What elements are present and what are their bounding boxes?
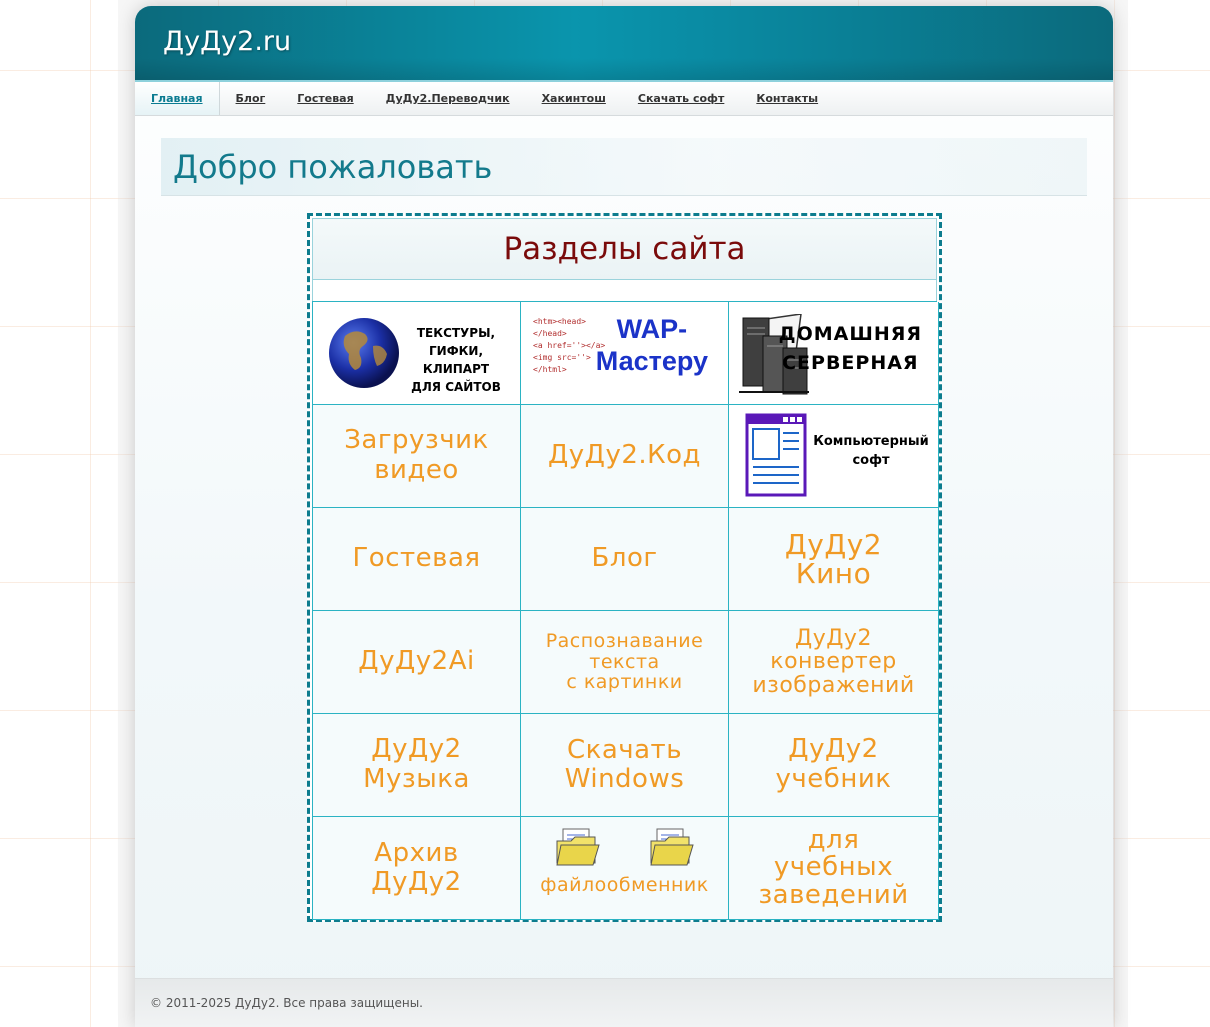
converter-label-line1: ДуДу2 xyxy=(795,626,872,652)
archive-label-line1: Архив xyxy=(374,838,459,869)
image-converter-label xyxy=(752,627,914,696)
server-label-line1: ДОМАШНЯЯ xyxy=(778,323,922,345)
textures-label xyxy=(406,324,506,396)
section-textbook[interactable] xyxy=(729,714,939,817)
wap-label-line2: Мастеру xyxy=(595,345,708,376)
wap-code-line1: <htm><head> xyxy=(533,317,586,326)
schools-label-line1: для xyxy=(807,825,860,856)
software-label-line1: Компьютерный xyxy=(813,434,929,449)
textbook-label-line2: учебник xyxy=(775,764,892,794)
guestbook-label: Гостевая xyxy=(352,543,481,574)
ocr-label-line3: с картинки xyxy=(566,671,683,694)
section-image-converter[interactable] xyxy=(729,611,939,714)
archive-label-line2: ДуДу2 xyxy=(371,867,462,897)
nav-item-translator[interactable]: ДуДу2.Переводчик xyxy=(385,92,510,105)
wap-code-snippet xyxy=(533,316,605,376)
section-fileshare[interactable] xyxy=(521,817,729,920)
wap-label-line1: WAP- xyxy=(616,314,688,344)
window-document-icon xyxy=(745,413,807,497)
folder-icon xyxy=(649,827,695,867)
video-loader-line2: видео xyxy=(374,455,459,485)
textbook-label xyxy=(776,735,892,795)
copyright-text: © 2011-2025 ДуДу2. Все права защищены. xyxy=(150,996,423,1010)
nav-item-blog[interactable]: Блог xyxy=(235,92,266,105)
video-loader-line1: Загрузчик xyxy=(344,425,489,456)
site-sections-table xyxy=(307,213,942,922)
windows-label-line1: Скачать xyxy=(566,735,683,766)
download-windows-label xyxy=(565,736,685,793)
ocr-label-line2: текста xyxy=(589,650,660,673)
wap-code-line2: </head> xyxy=(533,329,567,338)
page-container xyxy=(135,6,1113,1027)
section-ocr[interactable] xyxy=(521,611,729,714)
nav-item-hackintosh[interactable]: Хакинтош xyxy=(541,92,606,105)
schools-label-line2: учебных xyxy=(773,852,894,883)
home-server-label xyxy=(779,320,922,377)
converter-label-line3: изображений xyxy=(752,672,915,698)
site-header xyxy=(135,6,1113,80)
nav-item-contacts[interactable]: Контакты xyxy=(756,92,819,105)
converter-label-line2: конвертер xyxy=(770,649,897,675)
blog-label: Блог xyxy=(591,543,658,574)
section-cinema[interactable] xyxy=(729,508,939,611)
ocr-label xyxy=(546,631,704,694)
globe-icon xyxy=(327,316,401,390)
sections-title-text: Разделы сайта xyxy=(503,231,746,267)
wap-code-line4: <img src=''> xyxy=(533,353,591,362)
music-label-line1: ДуДу2 xyxy=(371,734,462,765)
music-label xyxy=(363,735,470,795)
section-music[interactable] xyxy=(313,714,521,817)
wap-code-line3: <a href=''></a> xyxy=(533,341,606,350)
sections-title xyxy=(312,218,937,280)
section-textures[interactable] xyxy=(313,302,521,405)
section-schools[interactable] xyxy=(729,817,939,920)
page-title: Добро пожаловать xyxy=(173,147,493,186)
software-label-line2: софт xyxy=(852,452,890,468)
computer-software-label xyxy=(812,433,930,471)
dudu2-code-label: ДуДу2.Код xyxy=(547,440,702,471)
music-label-line2: Музыка xyxy=(363,764,470,794)
section-download-windows[interactable] xyxy=(521,714,729,817)
nav-item-download-software[interactable]: Скачать софт xyxy=(637,92,725,105)
section-archive[interactable] xyxy=(313,817,521,920)
section-ai[interactable] xyxy=(313,611,521,714)
section-blog[interactable] xyxy=(521,508,729,611)
section-guestbook[interactable] xyxy=(313,508,521,611)
section-home-server[interactable] xyxy=(729,302,939,405)
schools-label-line3: заведений xyxy=(758,879,909,910)
cinema-label-line2: Кино xyxy=(795,557,872,590)
archive-label xyxy=(371,839,461,896)
textures-label-line1: ТЕКСТУРЫ, xyxy=(416,326,496,340)
server-label-line2: СЕРВЕРНАЯ xyxy=(782,351,919,374)
section-video-loader[interactable] xyxy=(313,405,521,508)
cinema-label-line1: ДуДу2 xyxy=(784,527,883,561)
nav-item-home[interactable]: Главная xyxy=(135,82,220,115)
section-computer-software[interactable] xyxy=(729,405,939,508)
video-loader-label xyxy=(344,426,488,486)
ai-label: ДуДу2Ai xyxy=(358,646,475,677)
section-wap-master[interactable] xyxy=(521,302,729,405)
folder-icon xyxy=(555,827,601,867)
section-dudu2-code[interactable] xyxy=(521,405,729,508)
cinema-label xyxy=(784,527,883,590)
textures-label-line2: ГИФКИ, КЛИПАРТ xyxy=(422,344,490,376)
site-title[interactable]: ДуДу2.ru xyxy=(163,26,292,57)
textbook-label-line1: ДуДу2 xyxy=(788,734,879,765)
windows-label-line2: Windows xyxy=(564,764,685,794)
main-nav xyxy=(135,80,1113,116)
schools-label xyxy=(758,827,908,909)
ocr-label-line1: Распознавание xyxy=(545,629,704,652)
site-footer xyxy=(135,978,1113,1027)
nav-item-guestbook[interactable]: Гостевая xyxy=(297,92,354,105)
sections-grid xyxy=(312,301,937,920)
wap-master-label xyxy=(596,314,708,378)
wap-code-line5: </html> xyxy=(533,365,567,374)
welcome-banner xyxy=(161,138,1087,196)
fileshare-label: файлообменник xyxy=(540,874,709,896)
textures-label-line3: ДЛЯ САЙТОВ xyxy=(411,380,501,394)
sections-spacer xyxy=(312,280,937,301)
